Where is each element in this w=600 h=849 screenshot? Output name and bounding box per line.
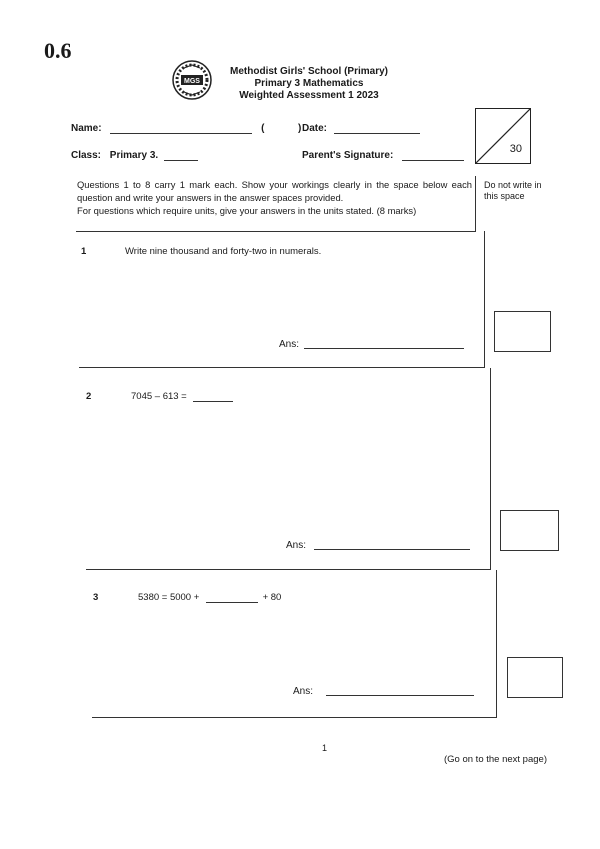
class-row [71, 150, 198, 161]
name-field[interactable] [110, 123, 252, 134]
question-2-text [131, 391, 233, 402]
question-2-mark-box [500, 510, 559, 551]
question-1-number: 1 [81, 246, 87, 257]
question-1-mark-box [494, 311, 551, 352]
corner-label: 0.6 [44, 38, 72, 63]
parent-signature-label: Parent's Signature: [302, 150, 394, 161]
question-2-inline-blank[interactable] [193, 392, 233, 402]
date-field[interactable] [334, 123, 420, 134]
question-1-divider [79, 367, 485, 368]
class-value: Primary 3. [109, 150, 159, 161]
subject-title: Primary 3 Mathematics [254, 78, 364, 89]
question-1-text: Write nine thousand and forty-two in numerals. [125, 246, 322, 257]
question-3-number: 3 [93, 592, 99, 603]
margin-note: Do not write in this space [484, 180, 542, 201]
school-crest-icon [172, 60, 212, 100]
instructions-divider [76, 231, 476, 232]
question-1-answer-field[interactable] [304, 348, 464, 349]
instructions-line-1: Questions 1 to 8 carry 1 mark each. Show your workings clearly in the space below each question and write your answers in the answer spaces provided. [77, 179, 472, 203]
name-label: Name: [71, 123, 102, 134]
score-total: 30 [509, 143, 522, 155]
parent-signature-field[interactable] [402, 150, 464, 161]
margin-line-q2 [490, 368, 491, 570]
instructions [77, 178, 472, 217]
page-number: 1 [322, 743, 328, 753]
date-label: Date: [302, 123, 328, 134]
question-3-expression-start: 5380 = 5000 + [138, 592, 200, 603]
question-2-number: 2 [86, 391, 92, 402]
margin-line-q3 [496, 570, 497, 718]
school-name: Methodist Girls' School (Primary) [230, 66, 388, 77]
question-2-answer-label: Ans: [286, 540, 307, 551]
question-3-divider [92, 717, 497, 718]
signature-row [302, 150, 464, 161]
question-2-expression: 7045 – 613 = [131, 391, 187, 402]
margin-line-top [475, 176, 476, 232]
index-paren-open: ( [261, 123, 265, 134]
date-row [302, 123, 420, 134]
margin-line-q1 [484, 231, 485, 367]
question-3-text [138, 592, 281, 603]
instructions-marks: (8 marks) [376, 205, 417, 216]
score-box [475, 108, 531, 164]
question-2-answer-field[interactable] [314, 549, 470, 550]
continue-note: (Go on to the next page) [444, 754, 547, 765]
assessment-title: Weighted Assessment 1 2023 [239, 90, 379, 101]
question-3-inline-blank[interactable] [206, 593, 258, 603]
question-3-mark-box [507, 657, 563, 698]
instructions-line-2: For questions which require units, give your answers in the units stated. [77, 205, 375, 216]
question-3-answer-label: Ans: [293, 686, 314, 697]
logo-text: MGS [184, 78, 200, 85]
question-2-divider [86, 569, 491, 570]
class-label: Class: [71, 150, 102, 161]
name-row [71, 123, 301, 134]
question-3-answer-field[interactable] [326, 695, 474, 696]
school-heading [214, 66, 404, 102]
question-1-answer-label: Ans: [279, 339, 300, 350]
question-3-expression-end: + 80 [262, 592, 282, 603]
index-paren-close: ) [298, 123, 302, 134]
class-field[interactable] [164, 150, 198, 161]
